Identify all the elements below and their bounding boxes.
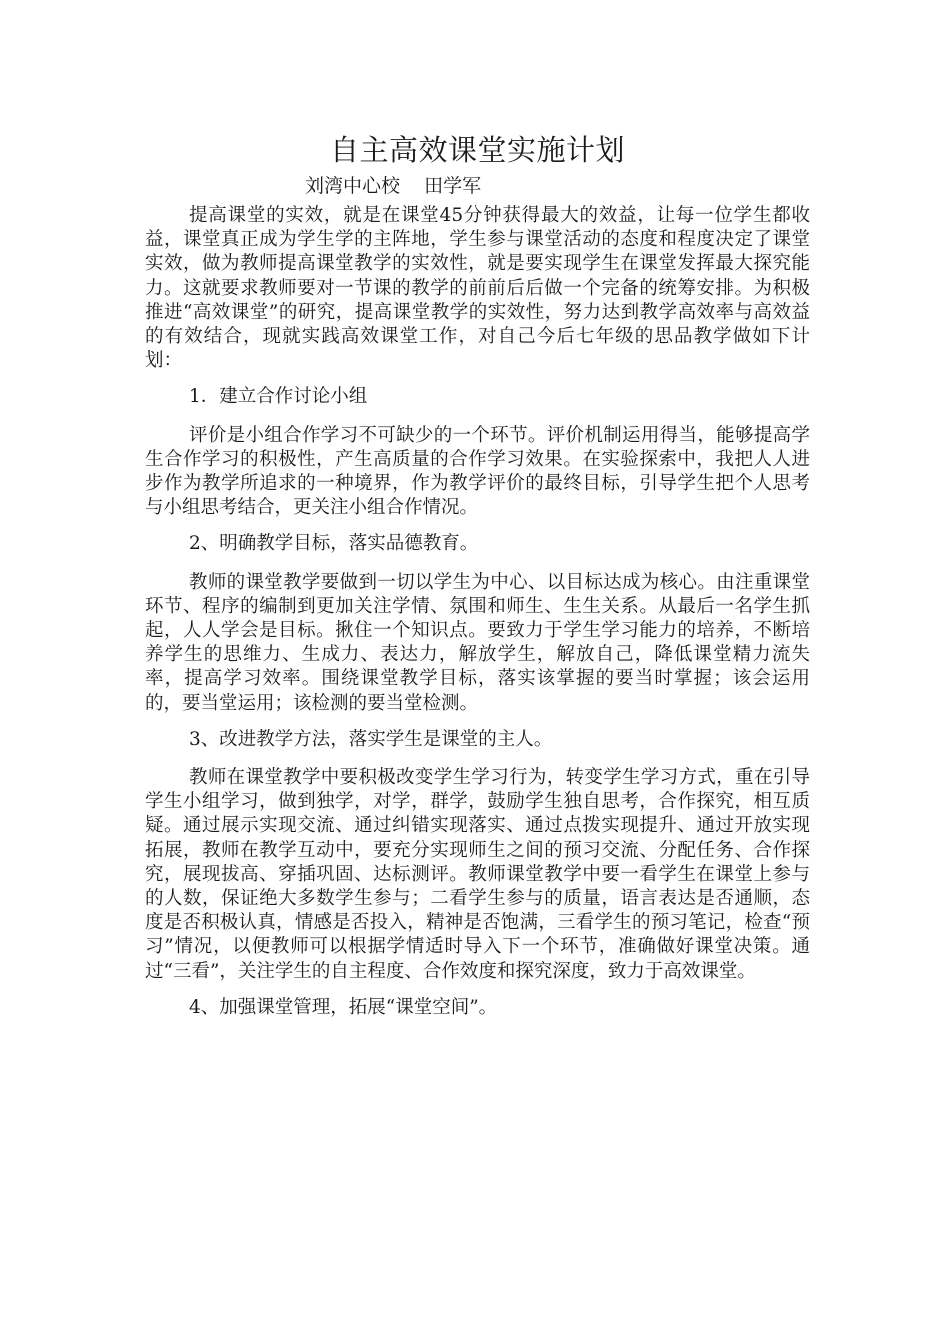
author-line: 刘湾中心校 田学军 bbox=[305, 175, 482, 197]
intro-paragraph: 提高课堂的实效，就是在课堂45分钟获得最大的效益，让每一位学生都收益，课堂真正成为学生学的主阵地，学生参与课堂活动的态度和程度决定了课堂实效，做为教师提高课堂教学的实效性，就是要实现学生在课堂发挥最大探究能力。这就要求教师要对一节课的教学的前前后后做一个完备的统筹安排。为积极推进“高效课堂”的研究，提高课堂教学的实效性，努力达到教学高效率与高效益的有效结合，现就实践高效课堂工作，对自己今后七年级的思品教学做如下计划： bbox=[145, 205, 810, 372]
section-1-paragraph: 评价是小组合作学习不可缺少的一个环节。评价机制运用得当，能够提高学生合作学习的积极性，产生高质量的合作学习效果。在实验探索中，我把人人进步作为教学所追求的一种境界，作为教学评价的最终目标，引导学生把个人思考与小组思考结合，更关注小组合作情况。 bbox=[145, 424, 810, 519]
section-2-paragraph: 教师的课堂教学要做到一切以学生为中心、以目标达成为核心。由注重课堂环节、程序的编制到更加关注学情、氛围和师生、生生关系。从最后一名学生抓起，人人学会是目标。揪住一个知识点。要致力于学生学习能力的培养，不断培养学生的思维力、生成力、表达力，解放学生，解放自己，降低课堂精力流失率，提高学习效率。围绕课堂教学目标，落实该掌握的要当时掌握；该会运用的，要当堂运用；该检测的要当堂检测。 bbox=[145, 571, 810, 714]
section-heading-4: 4、加强课堂管理，拓展“课堂空间”。 bbox=[189, 996, 498, 1018]
section-heading-3: 3、改进教学方法，落实学生是课堂的主人。 bbox=[189, 728, 553, 750]
section-heading-2: 2、明确教学目标，落实品德教育。 bbox=[189, 533, 479, 555]
section-heading-1: 1．建立合作讨论小组 bbox=[189, 386, 368, 408]
section-3-paragraph: 教师在课堂教学中要积极改变学生学习行为，转变学生学习方式，重在引导学生小组学习，做到独学，对学，群学，鼓励学生独自思考，合作探究，相互质疑。通过展示实现交流、通过纠错实现落实、通过点拨实现提升、通过开放实现拓展，教师在教学互动中，要充分实现师生之间的预习交流、分配任务、合作探究，展现拔高、穿插巩固、达标测评。教师课堂教学中要一看学生在课堂上参与的人数，保证绝大多数学生参与；二看学生参与的质量，语言表达是否通顺，态度是否积极认真，情感是否投入，精神是否饱满，三看学生的预习笔记，检查“预习”情况，以便教师可以根据学情适时导入下一个环节，准确做好课堂决策。通过“三看”，关注学生的自主程度、合作效度和探究深度，致力于高效课堂。 bbox=[145, 767, 810, 982]
document-title: 自主高效课堂实施计划 bbox=[329, 133, 625, 167]
document-page bbox=[145, 128, 810, 1034]
